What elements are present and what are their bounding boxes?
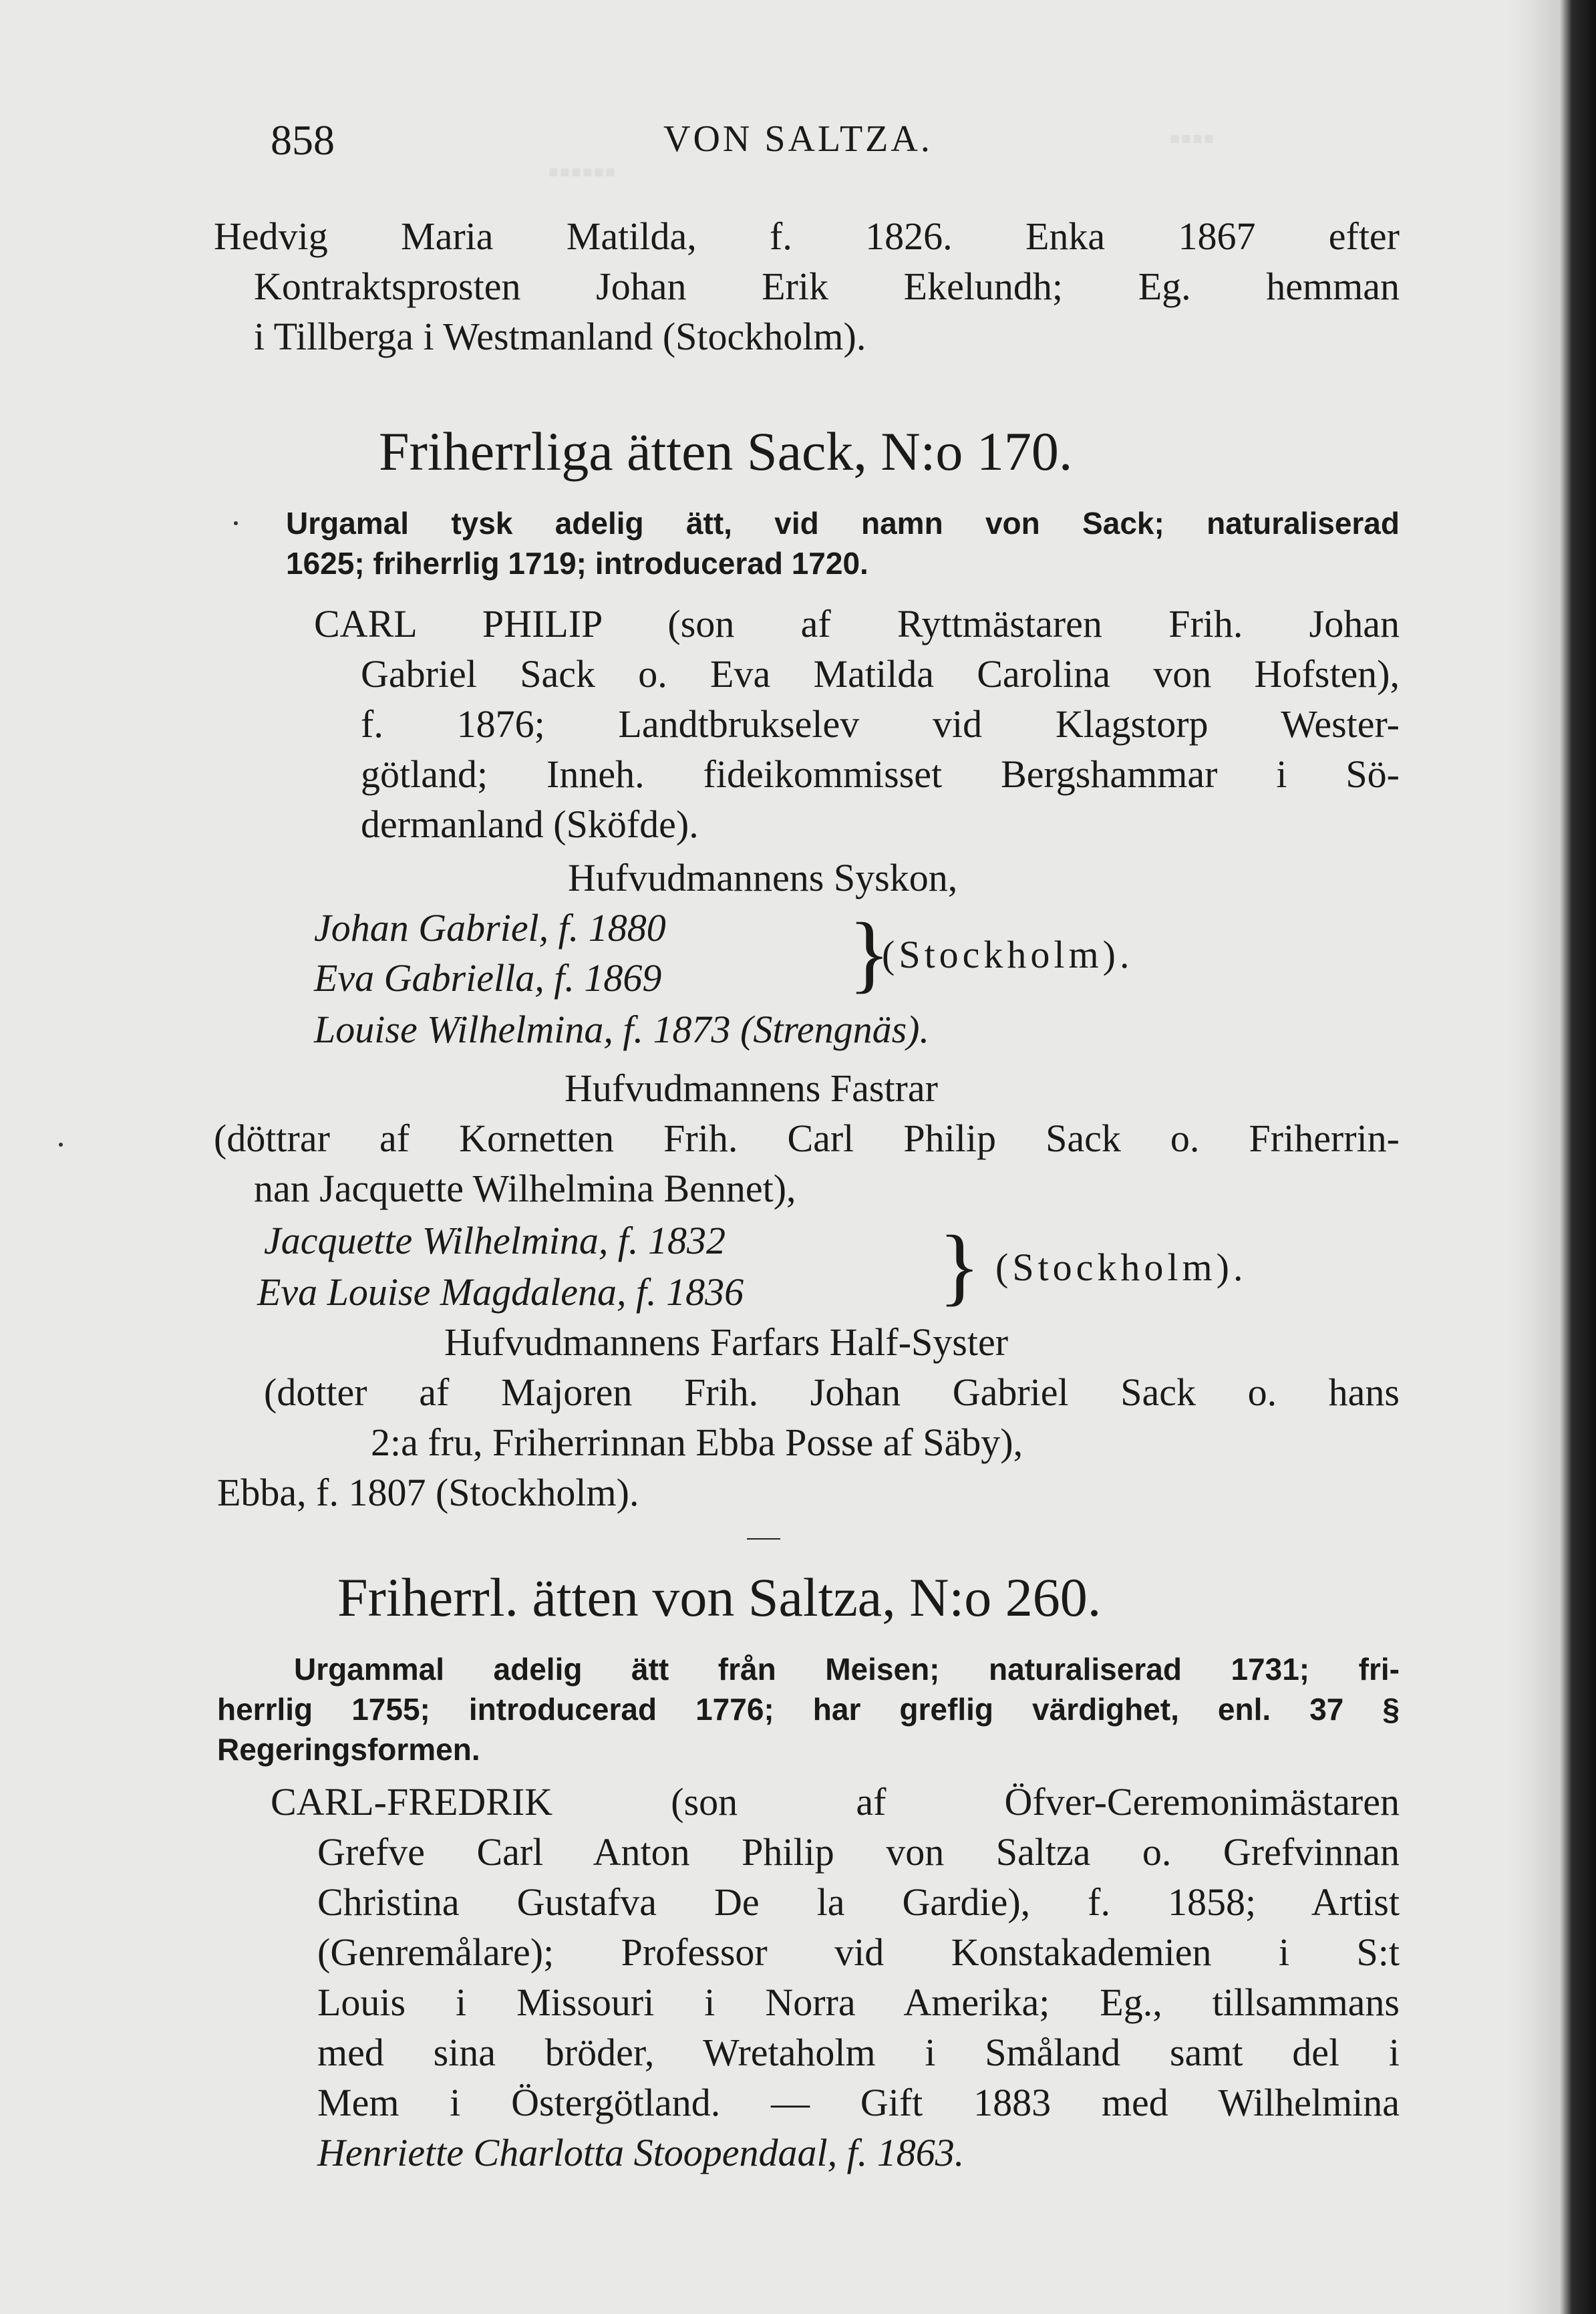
brace-icon: }	[848, 905, 891, 1002]
bleed-through: ▪▪▪▪▪▪	[548, 154, 617, 190]
subheading: Hufvudmannens Fastrar	[565, 1066, 938, 1110]
margin-mark	[59, 1143, 63, 1147]
section-heading: Friherrl. ätten von Saltza, N:o 260.	[337, 1567, 1102, 1628]
bleed-through: ▪▪▪▪	[1169, 121, 1215, 156]
subheading: Hufvudmannens Syskon,	[568, 856, 958, 899]
text-line: nan Jacquette Wilhelmina Bennet),	[254, 1167, 796, 1210]
running-title: VON SALTZA.	[663, 118, 933, 160]
text-line: Urgammal adelig ätt från Meisen; naturaliserad 1731; fri-	[294, 1652, 1400, 1687]
text-line: (Genremålare); Professor vid Konstakademien i S:t	[317, 1930, 1400, 1974]
text-line: Johan Gabriel, f. 1880	[314, 906, 666, 950]
text-line: dermanland (Sköfde).	[361, 803, 699, 846]
text-line: med sina bröder, Wretaholm i Småland samt del i	[317, 2031, 1400, 2074]
page-shadow	[1509, 0, 1536, 2314]
text-line: Regeringsformen.	[217, 1732, 480, 1767]
text-line: herrlig 1755; introducerad 1776; har greflig värdighet, enl. 37 §	[217, 1692, 1400, 1727]
section-heading: Friherrliga ätten Sack, N:o 170.	[379, 421, 1073, 482]
text-line: CARL PHILIP (son af Ryttmästaren Frih. Johan	[314, 602, 1400, 645]
text-line: Louise Wilhelmina, f. 1873 (Strengnäs).	[314, 1008, 929, 1051]
text-line: Christina Gustafva De la Gardie), f. 1858; Artist	[317, 1880, 1400, 1924]
text-line: Hedvig Maria Matilda, f. 1826. Enka 1867 efter	[214, 214, 1400, 258]
text-line: Grefve Carl Anton Philip von Saltza o. Grefvinnan	[317, 1830, 1400, 1874]
text-line: Jacquette Wilhelmina, f. 1832	[264, 1219, 726, 1262]
text-line: i Tillberga i Westmanland (Stockholm).	[254, 315, 866, 358]
text-line: Urgamal tysk adelig ätt, vid namn von Sack; naturaliserad	[286, 506, 1400, 541]
text-line: Ebba, f. 1807 (Stockholm).	[217, 1471, 639, 1514]
text-line: Eva Gabriella, f. 1869	[314, 956, 662, 1000]
text-line: 1625; friherrlig 1719; introducerad 1720.	[286, 546, 868, 581]
text-line: (Stockholm).	[995, 1246, 1247, 1289]
text-line: CARL-FREDRIK (son af Öfver-Ceremonimästaren	[271, 1780, 1400, 1824]
text-line: (döttrar af Kornetten Frih. Carl Philip Sack o. Friherrin-	[214, 1117, 1400, 1160]
book-spine-edge	[1536, 0, 1596, 2314]
text-line: (Stockholm).	[882, 933, 1134, 976]
brace-icon: }	[939, 1218, 981, 1314]
text-line: (dotter af Majoren Frih. Johan Gabriel Sack o. hans	[264, 1370, 1400, 1414]
page-number: 858	[271, 116, 335, 164]
text-line: Kontraktsprosten Johan Erik Ekelundh; Eg. hemman	[254, 265, 1400, 308]
text-line: Henriette Charlotta Stoopendaal, f. 1863.	[317, 2131, 965, 2174]
text-line: Mem i Östergötland. — Gift 1883 med Wilhelmina	[317, 2081, 1400, 2124]
divider	[747, 1538, 780, 1540]
text-line: götland; Inneh. fideikommisset Bergshammar i Sö-	[361, 752, 1400, 796]
text-line: f. 1876; Landtbrukselev vid Klagstorp Wester-	[361, 702, 1400, 746]
margin-mark	[234, 521, 238, 525]
text-line: Louis i Missouri i Norra Amerika; Eg., tillsammans	[317, 1981, 1400, 2024]
text-line: 2:a fru, Friherrinnan Ebba Posse af Säby),	[371, 1421, 1023, 1464]
subheading: Hufvudmannens Farfars Half-Syster	[444, 1320, 1009, 1364]
text-line: Eva Louise Magdalena, f. 1836	[257, 1270, 744, 1314]
text-line: Gabriel Sack o. Eva Matilda Carolina von Hofsten),	[361, 652, 1400, 696]
